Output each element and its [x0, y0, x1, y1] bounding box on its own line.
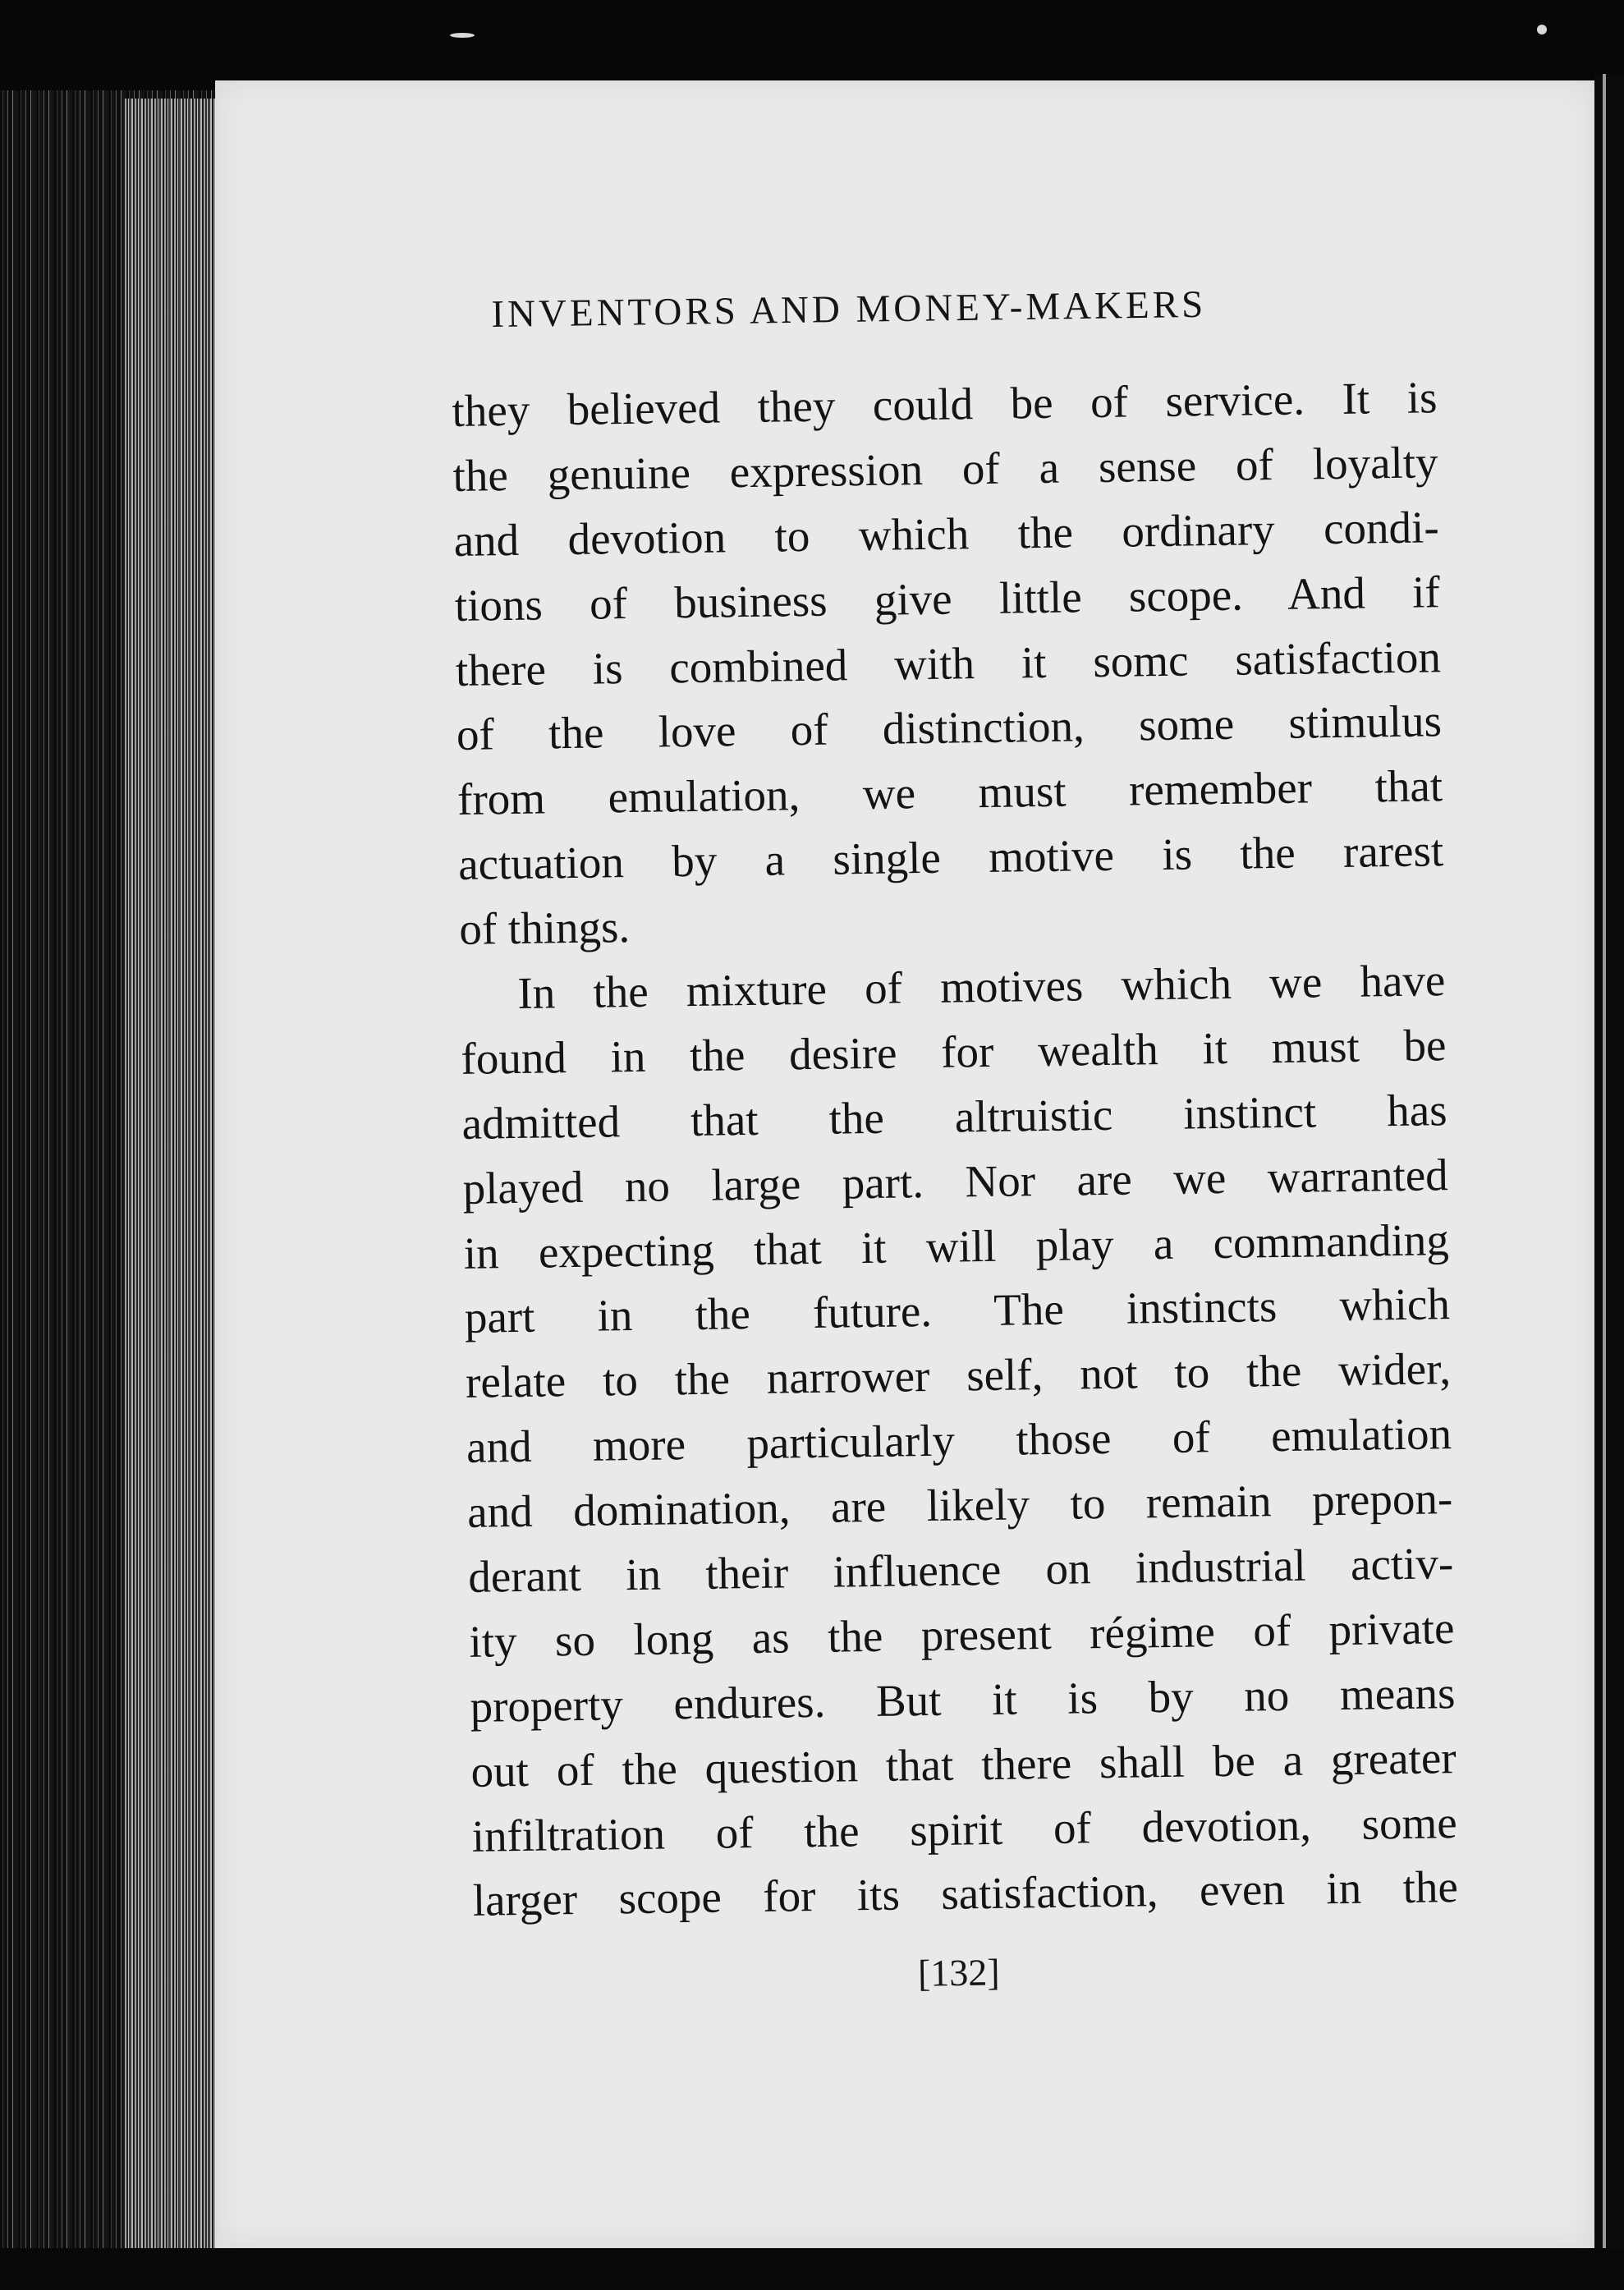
text-line: out of the question that there shall be a greater: [470, 1732, 1457, 1797]
running-head: INVENTORS AND MONEY-MAKERS: [491, 282, 1207, 336]
dust-speck: [1537, 25, 1547, 34]
text-line: part in the future. The instincts which: [464, 1278, 1451, 1343]
text-line: infiltration of the spirit of devotion, some: [471, 1797, 1458, 1861]
bottom-dark-band: [0, 2248, 1624, 2290]
text-line: In the mixture of motives which we have: [517, 955, 1446, 1018]
text-line: and domination, are likely to remain prepon-: [466, 1473, 1453, 1538]
text-line: of things.: [458, 902, 631, 955]
body-text: [452, 365, 1458, 1934]
text-line: admitted that the altruistic instinct has: [461, 1084, 1447, 1149]
text-line: found in the desire for wealth it must be: [461, 1020, 1447, 1084]
paragraph: [460, 948, 1458, 1934]
text-line: property endures. But it is by no means: [470, 1667, 1456, 1732]
page-edges-light: [123, 99, 218, 2250]
text-line: actuation by a single motive is the rarest: [457, 825, 1444, 890]
text-line: they believed they could be of service. It is: [452, 372, 1438, 436]
dust-speck: [450, 33, 475, 38]
text-line: derant in their influence on industrial activ-: [467, 1538, 1454, 1602]
text-line: played no large part. Nor are we warranted: [462, 1149, 1449, 1214]
top-dark-band: [0, 0, 1624, 90]
text-line: of the love of distinction, some stimulus: [456, 695, 1443, 760]
right-dark-edge: [1594, 74, 1624, 2290]
text-line: larger scope for its satisfaction, even in the: [472, 1861, 1459, 1926]
right-edge-line: [1603, 74, 1606, 2283]
text-line: ity so long as the present régime of private: [469, 1603, 1455, 1667]
paragraph: [452, 365, 1445, 962]
text-line: tions of business give little scope. And if: [454, 566, 1441, 631]
text-line: there is combined with it somc satisfaction: [455, 631, 1442, 695]
text-line: the genuine expression of a sense of loyalty: [452, 437, 1438, 501]
text-line: from emulation, we must remember that: [456, 760, 1443, 825]
text-line: relate to the narrower self, not to the wider,: [465, 1343, 1452, 1408]
page-number: [132]: [917, 1951, 1000, 1994]
text-line: and more particularly those of emulation: [466, 1408, 1452, 1473]
text-line: in expecting that it will play a commanding: [463, 1214, 1450, 1278]
text-line: and devotion to which the ordinary condi-: [453, 502, 1440, 566]
